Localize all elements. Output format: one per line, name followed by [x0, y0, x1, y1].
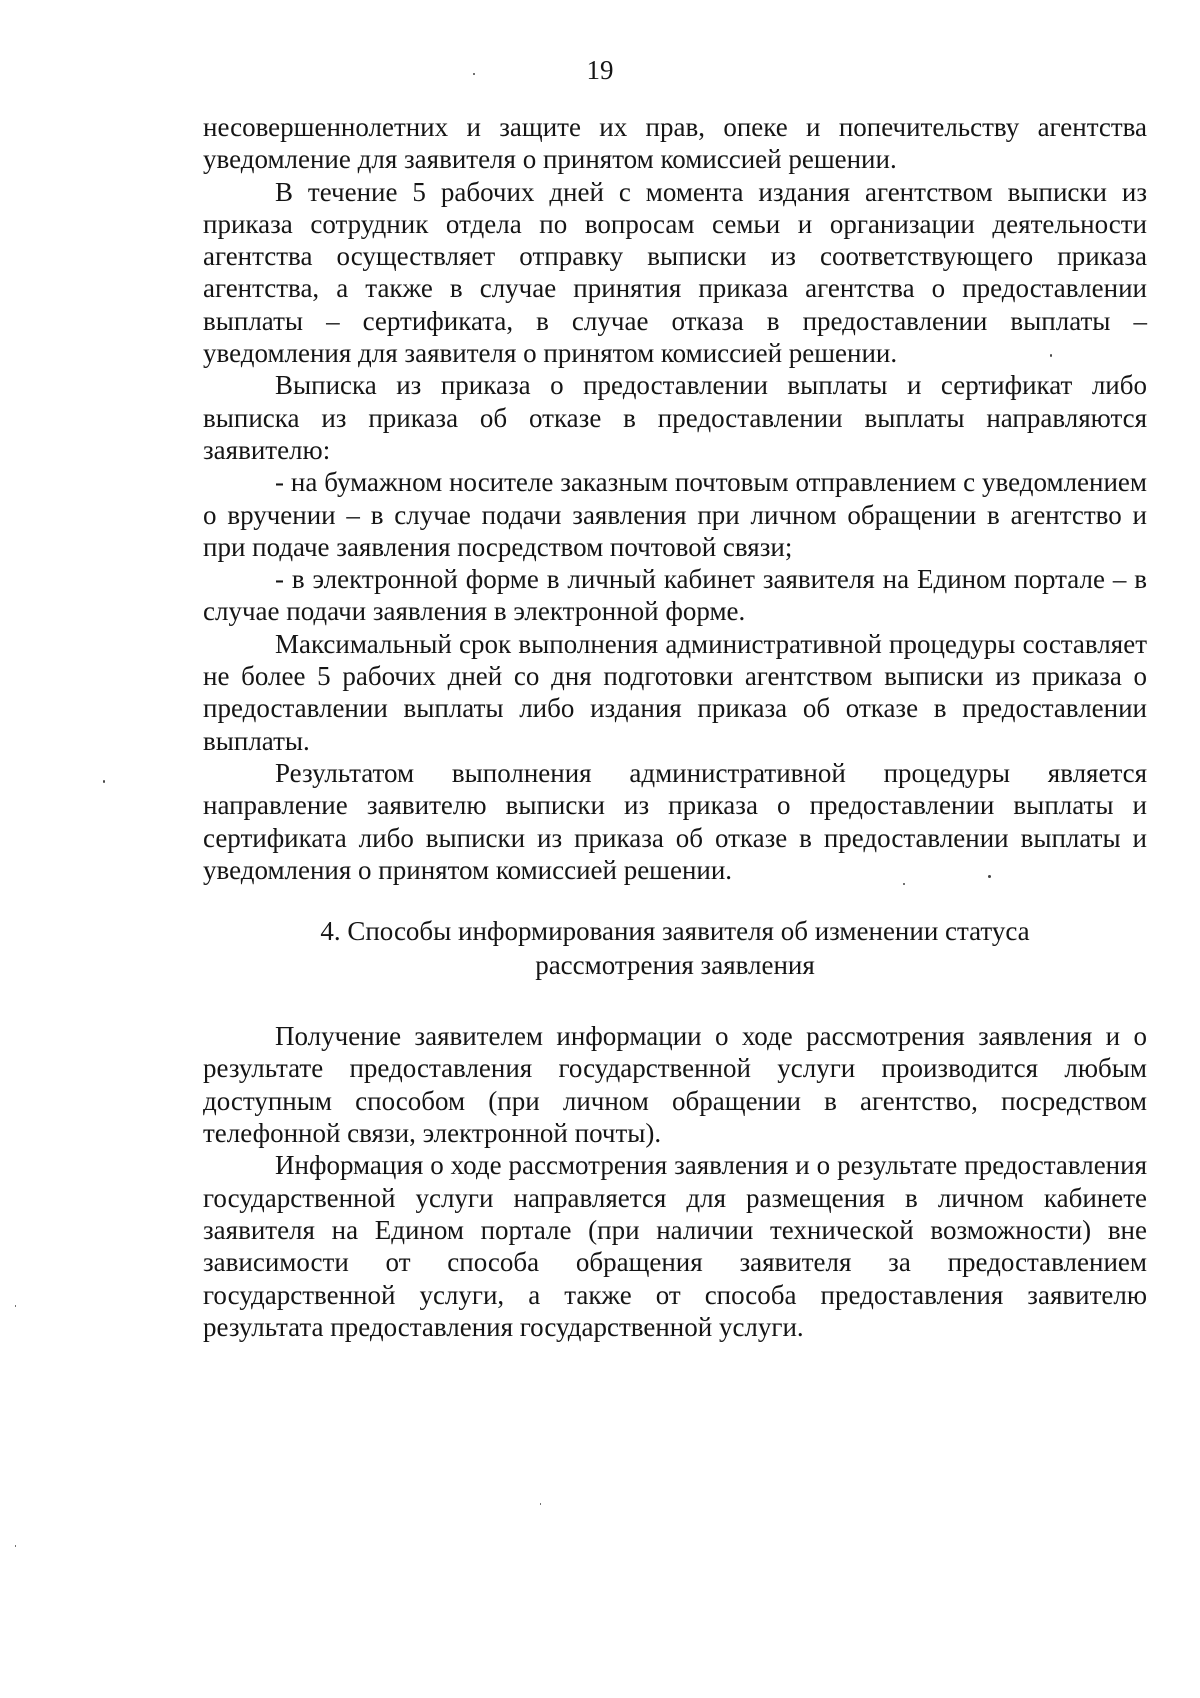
scan-speck [103, 780, 105, 783]
paragraph-extract-directed: Выписка из приказа о предоставлении выплаты и сертификат либо выписка из приказа об отказе в предоставлении выплаты направляются заявителю: [203, 370, 1147, 465]
section-heading-line-1: 4. Способы информирования заявителя об изменении статуса [320, 916, 1030, 947]
paragraph-info-receipt: Получение заявителем информации о ходе рассмотрения заявления и о результате предоставления государственной услуги производится любым доступным способом (при личном обращении в агентство, посредством телефонной связи, электронной почты). [203, 1021, 1147, 1149]
paragraph-sending-extract: В течение 5 рабочих дней с момента издания агентством выписки из приказа сотрудник отдела по вопросам семьи и организации деятельности агентства осуществляет отправку выписки из соответствующего приказа агентства, а также в случае принятия приказа агентства о предоставлении выплаты – сертификата, в случае отказа в предоставлении выплаты – уведомления для заявителя о принятом комиссией решении. [203, 176, 1147, 369]
paragraph-result: Результатом выполнения административной процедуры является направление заявителю выписки из приказа о предоставлении выплаты и сертификата либо выписки из приказа об отказе в предоставлении выплаты и уведомления о принятом комиссией решении. [203, 757, 1147, 885]
scan-speck [15, 1305, 16, 1307]
paragraph-max-term: Максимальный срок выполнения административной процедуры составляет не более 5 рабочих дней со дня подготовки агентством выписки из приказа о предоставлении выплаты либо издания приказа об отказе в предоставлении выплаты. [203, 628, 1147, 756]
section-heading [203, 914, 1147, 982]
scan-speck [1050, 354, 1052, 357]
document-body [203, 111, 1147, 1343]
paragraph-continuation: несовершеннолетних и защите их прав, опеке и попечительству агентства уведомление для заявителя о принятом комиссией решении. [203, 112, 1147, 175]
list-item-electronic: - в электронной форме в личный кабинет заявителя на Едином портале – в случае подачи заявления в электронной форме. [203, 564, 1147, 627]
list-item-paper-mail: - на бумажном носителе заказным почтовым отправлением с уведомлением о вручении – в случае подачи заявления при личном обращении в агентство и при подаче заявления посредством почтовой связи; [203, 467, 1147, 562]
scan-speck [903, 883, 905, 885]
page-number: 19 [586, 55, 614, 85]
scan-speck [540, 1503, 541, 1505]
section-heading-line-2: рассмотрения заявления [535, 950, 815, 981]
scan-speck [473, 73, 475, 75]
scan-speck [15, 1545, 16, 1547]
paragraph-info-portal: Информация о ходе рассмотрения заявления и о результате предоставления государственной услуги направляется для размещения в личном кабинете заявителя на Едином портале (при наличии технической возможности) вне зависимости от способа обращения заявителя за предоставлением государственной услуги, а также от способа предоставления заявителю результата предоставления государственной услуги. [203, 1150, 1147, 1342]
scan-speck [988, 875, 991, 878]
